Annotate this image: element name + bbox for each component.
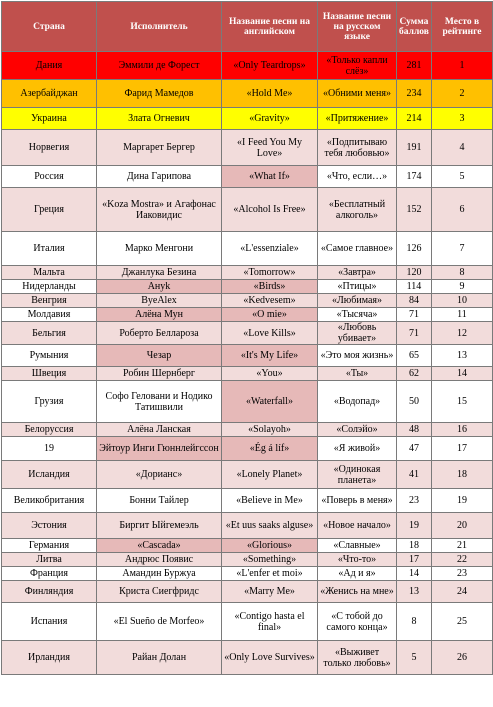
country-cell: Венгрия [2, 294, 97, 308]
song-russian-cell: «Новое начало» [318, 513, 397, 539]
country-cell: Швеция [2, 367, 97, 381]
table-row [2, 567, 493, 581]
performer-cell: Алёна Мун [97, 308, 222, 322]
performer-cell: Фарид Мамедов [97, 80, 222, 108]
rank-cell: 15 [432, 381, 493, 423]
rank-cell: 11 [432, 308, 493, 322]
points-cell: 281 [397, 52, 432, 80]
country-cell: Франция [2, 567, 97, 581]
rank-cell: 14 [432, 367, 493, 381]
song-russian-cell: «Любимая» [318, 294, 397, 308]
table-row [2, 280, 493, 294]
song-russian-cell: «Подпитываю тебя любовью» [318, 130, 397, 166]
points-cell: 65 [397, 345, 432, 367]
table-row [2, 603, 493, 641]
country-cell: Белоруссия [2, 423, 97, 437]
rank-cell: 23 [432, 567, 493, 581]
table-row [2, 308, 493, 322]
performer-cell: Ануk [97, 280, 222, 294]
song-english-cell: «Ég á líf» [222, 437, 318, 461]
song-english-cell: «Contigo hasta el final» [222, 603, 318, 641]
performer-cell: Эммили де Форест [97, 52, 222, 80]
performer-cell: ByeAlex [97, 294, 222, 308]
country-cell: Румыния [2, 345, 97, 367]
song-english-cell: «Hold Me» [222, 80, 318, 108]
header-song-russian: Название песни на русском языке [318, 2, 397, 52]
song-russian-cell: «Что, если…» [318, 166, 397, 188]
rank-cell: 2 [432, 80, 493, 108]
song-russian-cell: «Любовь убивает» [318, 322, 397, 345]
country-cell: Молдавия [2, 308, 97, 322]
song-russian-cell: «Птицы» [318, 280, 397, 294]
points-cell: 8 [397, 603, 432, 641]
table-row [2, 266, 493, 280]
song-english-cell: «Tomorrow» [222, 266, 318, 280]
country-cell: Эстония [2, 513, 97, 539]
header-points: Сумма баллов [397, 2, 432, 52]
points-cell: 41 [397, 461, 432, 489]
points-cell: 14 [397, 567, 432, 581]
points-cell: 5 [397, 641, 432, 675]
song-russian-cell: «Тысяча» [318, 308, 397, 322]
song-english-cell: «O mie» [222, 308, 318, 322]
performer-cell: Софо Геловани и Нодико Татишвили [97, 381, 222, 423]
performer-cell: Криста Сиегфридс [97, 581, 222, 603]
song-english-cell: «Alcohol Is Free» [222, 188, 318, 232]
song-russian-cell: «Завтра» [318, 266, 397, 280]
table-row [2, 423, 493, 437]
song-russian-cell: «Притяжение» [318, 108, 397, 130]
table-row [2, 581, 493, 603]
points-cell: 71 [397, 322, 432, 345]
song-russian-cell: «Это моя жизнь» [318, 345, 397, 367]
song-english-cell: «Solayoh» [222, 423, 318, 437]
song-english-cell: «Birds» [222, 280, 318, 294]
song-russian-cell: «Поверь в меня» [318, 489, 397, 513]
table-row [2, 489, 493, 513]
header-rank: Место в рейтинге [432, 2, 493, 52]
header-country: Страна [2, 2, 97, 52]
song-english-cell: «Believe in Me» [222, 489, 318, 513]
rank-cell: 17 [432, 437, 493, 461]
performer-cell: Маргарет Бергер [97, 130, 222, 166]
country-cell: Дания [2, 52, 97, 80]
performer-cell: «Cascada» [97, 539, 222, 553]
country-cell: Греция [2, 188, 97, 232]
points-cell: 48 [397, 423, 432, 437]
rank-cell: 24 [432, 581, 493, 603]
rank-cell: 9 [432, 280, 493, 294]
points-cell: 84 [397, 294, 432, 308]
points-cell: 19 [397, 513, 432, 539]
rank-cell: 5 [432, 166, 493, 188]
rank-cell: 18 [432, 461, 493, 489]
table-row [2, 294, 493, 308]
table-row [2, 461, 493, 489]
song-russian-cell: «Выживет только любовь» [318, 641, 397, 675]
song-english-cell: «Et uus saaks alguse» [222, 513, 318, 539]
performer-cell: Эйтоур Инги Гюннлейгссон [97, 437, 222, 461]
song-english-cell: «I Feed You My Love» [222, 130, 318, 166]
table-row [2, 108, 493, 130]
performer-cell: Биргит Ыйгемеэль [97, 513, 222, 539]
table-row [2, 553, 493, 567]
points-cell: 62 [397, 367, 432, 381]
points-cell: 191 [397, 130, 432, 166]
song-russian-cell: «Ты» [318, 367, 397, 381]
rank-cell: 25 [432, 603, 493, 641]
performer-cell: Дина Гарипова [97, 166, 222, 188]
table-row [2, 513, 493, 539]
song-english-cell: «Lonely Planet» [222, 461, 318, 489]
rank-cell: 20 [432, 513, 493, 539]
points-cell: 71 [397, 308, 432, 322]
song-english-cell: «Gravity» [222, 108, 318, 130]
song-english-cell: «Only Love Survives» [222, 641, 318, 675]
rank-cell: 21 [432, 539, 493, 553]
performer-cell: Злата Огневич [97, 108, 222, 130]
song-russian-cell: «Славные» [318, 539, 397, 553]
song-russian-cell: «Обними меня» [318, 80, 397, 108]
header-performer: Исполнитель [97, 2, 222, 52]
song-russian-cell: «Что-то» [318, 553, 397, 567]
country-cell: Мальта [2, 266, 97, 280]
points-cell: 23 [397, 489, 432, 513]
country-cell: Украина [2, 108, 97, 130]
song-english-cell: «Glorious» [222, 539, 318, 553]
country-cell: Великобритания [2, 489, 97, 513]
rank-cell: 4 [432, 130, 493, 166]
song-russian-cell: «Одинокая планета» [318, 461, 397, 489]
song-russian-cell: «Самое главное» [318, 232, 397, 266]
rank-cell: 1 [432, 52, 493, 80]
points-cell: 114 [397, 280, 432, 294]
header-row [2, 2, 493, 52]
header-song-english: Название песни на английском [222, 2, 318, 52]
performer-cell: «Дорианс» [97, 461, 222, 489]
rank-cell: 26 [432, 641, 493, 675]
table-row [2, 345, 493, 367]
performer-cell: Амандин Буржуа [97, 567, 222, 581]
song-russian-cell: «Бесплатный алкоголь» [318, 188, 397, 232]
rank-cell: 13 [432, 345, 493, 367]
table-row [2, 367, 493, 381]
country-cell: Финляндия [2, 581, 97, 603]
table-row [2, 322, 493, 345]
table-row [2, 166, 493, 188]
song-russian-cell: «Я живой» [318, 437, 397, 461]
song-russian-cell: «Только капли слёз» [318, 52, 397, 80]
song-russian-cell: «С тобой до самого конца» [318, 603, 397, 641]
points-cell: 174 [397, 166, 432, 188]
points-cell: 126 [397, 232, 432, 266]
table-row [2, 188, 493, 232]
table-row [2, 130, 493, 166]
performer-cell: Алёна Ланская [97, 423, 222, 437]
table-row [2, 539, 493, 553]
song-english-cell: «Love Kills» [222, 322, 318, 345]
performer-cell: «Koza Mostra» и Агафонас Иаковидис [97, 188, 222, 232]
performer-cell: Андрюс Появис [97, 553, 222, 567]
points-cell: 214 [397, 108, 432, 130]
points-cell: 18 [397, 539, 432, 553]
country-cell: Нидерланды [2, 280, 97, 294]
song-english-cell: «L'essenziale» [222, 232, 318, 266]
table-row [2, 381, 493, 423]
country-cell: Ирландия [2, 641, 97, 675]
song-english-cell: «Something» [222, 553, 318, 567]
table-row [2, 52, 493, 80]
song-english-cell: «Only Teardrops» [222, 52, 318, 80]
song-english-cell: «Kedvesem» [222, 294, 318, 308]
country-cell: Италия [2, 232, 97, 266]
country-cell: Норвегия [2, 130, 97, 166]
song-english-cell: «L'enfer et moi» [222, 567, 318, 581]
eurovision-results-table [1, 1, 493, 675]
rank-cell: 16 [432, 423, 493, 437]
performer-cell: Райан Долан [97, 641, 222, 675]
points-cell: 152 [397, 188, 432, 232]
song-english-cell: «It's My Life» [222, 345, 318, 367]
country-cell: Литва [2, 553, 97, 567]
country-cell: Испания [2, 603, 97, 641]
performer-cell: «El Sueño de Morfeo» [97, 603, 222, 641]
performer-cell: Бонни Тайлер [97, 489, 222, 513]
performer-cell: Джанлука Безина [97, 266, 222, 280]
country-cell: Исландия [2, 461, 97, 489]
country-cell: 19 [2, 437, 97, 461]
table-row [2, 232, 493, 266]
country-cell: Германия [2, 539, 97, 553]
points-cell: 13 [397, 581, 432, 603]
song-russian-cell: «Водопад» [318, 381, 397, 423]
song-russian-cell: «Солэйо» [318, 423, 397, 437]
performer-cell: Чезар [97, 345, 222, 367]
performer-cell: Роберто Беллароза [97, 322, 222, 345]
rank-cell: 3 [432, 108, 493, 130]
country-cell: Россия [2, 166, 97, 188]
performer-cell: Марко Менгони [97, 232, 222, 266]
song-english-cell: «You» [222, 367, 318, 381]
table-row [2, 80, 493, 108]
rank-cell: 6 [432, 188, 493, 232]
rank-cell: 19 [432, 489, 493, 513]
song-russian-cell: «Женись на мне» [318, 581, 397, 603]
points-cell: 120 [397, 266, 432, 280]
country-cell: Бельгия [2, 322, 97, 345]
song-english-cell: «What If» [222, 166, 318, 188]
country-cell: Азербайджан [2, 80, 97, 108]
song-english-cell: «Waterfall» [222, 381, 318, 423]
points-cell: 234 [397, 80, 432, 108]
country-cell: Грузия [2, 381, 97, 423]
table-row [2, 437, 493, 461]
rank-cell: 12 [432, 322, 493, 345]
song-english-cell: «Marry Me» [222, 581, 318, 603]
rank-cell: 7 [432, 232, 493, 266]
rank-cell: 8 [432, 266, 493, 280]
song-russian-cell: «Ад и я» [318, 567, 397, 581]
points-cell: 17 [397, 553, 432, 567]
points-cell: 47 [397, 437, 432, 461]
rank-cell: 10 [432, 294, 493, 308]
table-row [2, 641, 493, 675]
points-cell: 50 [397, 381, 432, 423]
performer-cell: Робин Шернберг [97, 367, 222, 381]
rank-cell: 22 [432, 553, 493, 567]
